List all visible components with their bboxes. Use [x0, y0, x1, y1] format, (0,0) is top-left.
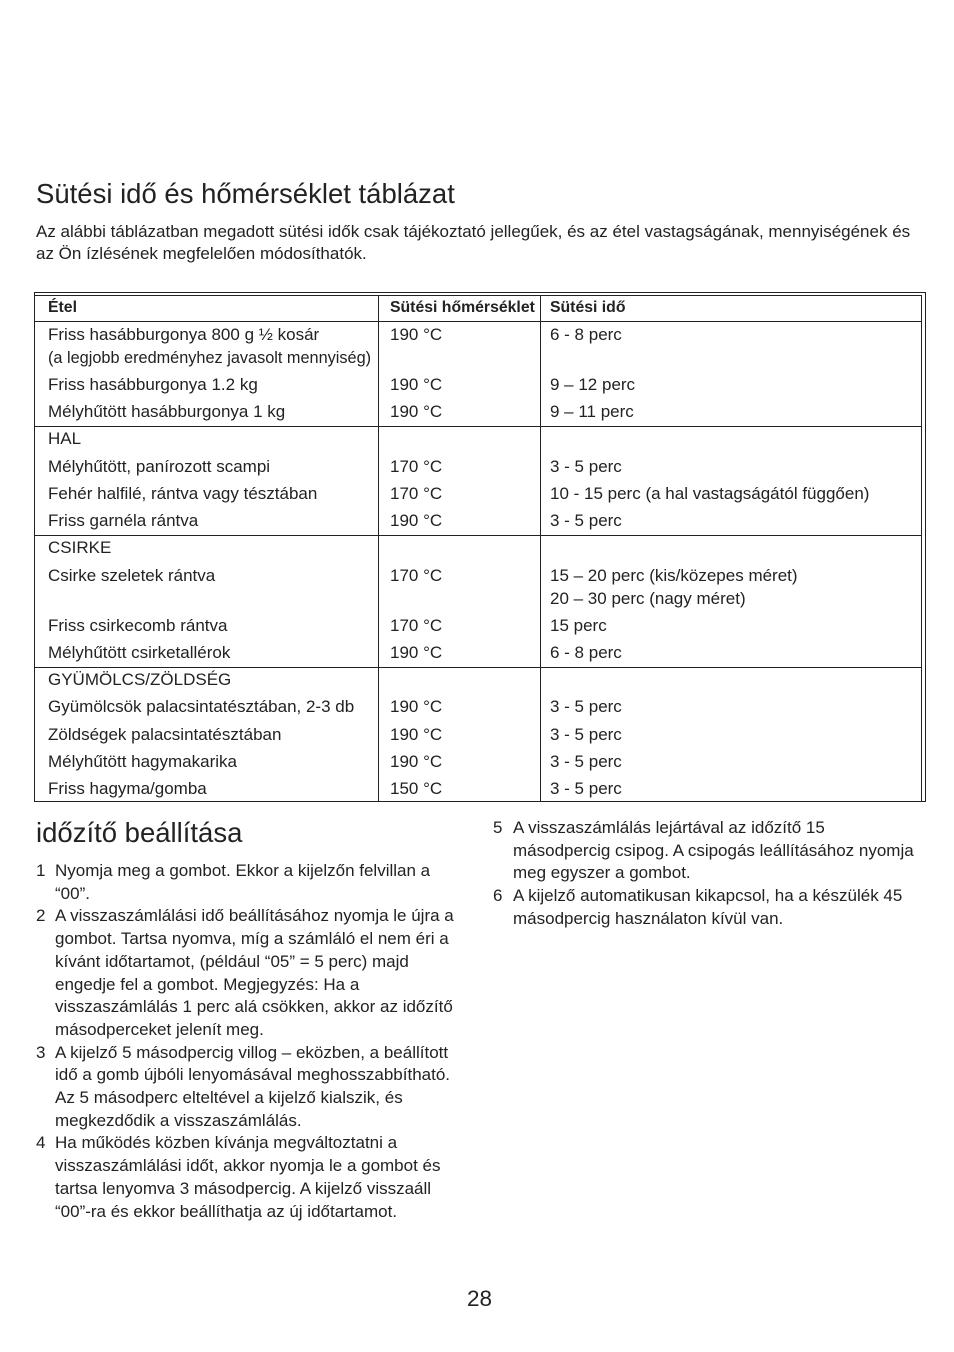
time-cell: 3 - 5 perc	[550, 697, 622, 716]
time-cell: 10 - 15 perc (a hal vastagságától függően)	[550, 484, 870, 503]
table-row	[35, 724, 921, 746]
table-intro-paragraph	[36, 221, 910, 265]
step-line: “00”-ra és ekkor beállíthatja az új időtartamot.	[55, 1201, 398, 1221]
step-line: engedje fel a gombot. Megjegyzés: Ha a	[55, 974, 360, 994]
food-cell: Mélyhűtött hasábburgonya 1 kg	[48, 402, 286, 421]
time-cell: 9 – 11 perc	[550, 402, 634, 421]
timer-section-title: időzítő beállítása	[36, 817, 243, 848]
food-cell: Gyümölcsök palacsintatésztában, 2-3 db	[48, 697, 355, 716]
food-cell: Friss garnéla rántva	[48, 511, 199, 530]
table-row	[35, 401, 921, 423]
step-number: 3	[36, 1042, 46, 1062]
table-row	[35, 778, 921, 800]
temperature-cell: 190 °C	[390, 725, 443, 744]
step-text	[513, 885, 902, 930]
food-cell: Mélyhűtött, panírozott scampi	[48, 457, 271, 476]
table-top-inner-rule	[35, 295, 922, 296]
food-cell	[48, 324, 371, 369]
step-number: 6	[493, 886, 503, 906]
time-cell: 9 – 12 perc	[550, 375, 636, 394]
table-right-inner-rule	[921, 295, 922, 801]
time-cell: 3 - 5 perc	[550, 725, 622, 744]
table-row	[35, 696, 921, 718]
table-row	[35, 565, 921, 608]
step-line: tartsa lenyomva 3 másodpercig. A kijelző visszaáll	[55, 1178, 432, 1198]
step-line: másodperceket jelenít meg.	[55, 1019, 264, 1039]
step-text	[513, 817, 914, 885]
food-cell: Friss csirkecomb rántva	[48, 616, 228, 635]
group-divider	[35, 426, 922, 427]
category-heading: HAL	[48, 429, 82, 448]
temperature-cell: 190 °C	[390, 375, 443, 394]
temperature-cell: 150 °C	[390, 779, 443, 798]
step-number: 5	[493, 818, 503, 837]
temperature-cell: 190 °C	[390, 697, 443, 716]
timer-step	[36, 905, 454, 1041]
step-line: gombot. Tartsa nyomva, míg a számláló el nem éri a	[55, 929, 449, 949]
category-heading: CSIRKE	[48, 538, 112, 557]
column-header-food: Étel	[48, 299, 77, 316]
time-cell: 6 - 8 perc	[550, 643, 622, 662]
time-value: 20 – 30 perc (nagy méret)	[550, 588, 746, 608]
step-text	[55, 905, 454, 1041]
timer-step	[493, 885, 914, 930]
food-cell: Csirke szeletek rántva	[48, 566, 216, 585]
table-row	[35, 456, 921, 478]
step-line: Nyomja meg a gombot. Ekkor a kijelzőn felvillan a	[55, 861, 431, 880]
column-header-temperature: Sütési hőmérséklet	[390, 299, 535, 316]
table-row	[35, 751, 921, 773]
timer-step	[36, 1132, 454, 1223]
table-row	[35, 615, 921, 637]
food-cell: Fehér halfilé, rántva vagy tésztában	[48, 484, 318, 503]
category-heading-row	[35, 537, 921, 559]
table-row	[35, 642, 921, 664]
food-cell: Friss hagyma/gomba	[48, 779, 207, 798]
time-cell: 3 - 5 perc	[550, 457, 622, 476]
timer-step	[36, 860, 454, 905]
group-divider	[35, 535, 922, 536]
category-heading: GYÜMÖLCS/ZÖLDSÉG	[48, 670, 232, 689]
group-divider	[35, 667, 922, 668]
step-line: Ha működés közben kívánja megváltoztatni a	[55, 1133, 398, 1153]
column-header-time: Sütési idő	[550, 299, 626, 316]
timer-step	[493, 817, 914, 885]
food-cell: Zöldségek palacsintatésztában	[48, 725, 282, 744]
temperature-cell: 190 °C	[390, 752, 443, 771]
time-cell: 15 perc	[550, 616, 607, 635]
temperature-cell: 190 °C	[390, 511, 443, 530]
table-header-row	[35, 297, 921, 319]
table-section-title: Sütési idő és hőmérséklet táblázat	[36, 178, 455, 209]
step-line: “00”.	[55, 883, 90, 903]
time-cell: 6 - 8 perc	[550, 325, 622, 344]
step-line: visszaszámlálási időt, akkor nyomja le a gombot és	[55, 1156, 441, 1176]
step-line: idő a gomb újbóli lenyomásával meghosszabbítható.	[55, 1065, 451, 1085]
step-line: A visszaszámlálás lejártával az időzítő 15	[513, 818, 825, 837]
food-cell: Mélyhűtött csirketallérok	[48, 643, 231, 662]
step-number: 1	[36, 861, 46, 880]
header-divider	[35, 321, 922, 322]
temperature-cell: 170 °C	[390, 484, 443, 503]
temperature-cell: 170 °C	[390, 457, 443, 476]
temperature-cell: 190 °C	[390, 325, 443, 344]
food-cell: Mélyhűtött hagymakarika	[48, 752, 237, 771]
category-heading-row	[35, 669, 921, 691]
step-text	[55, 1042, 450, 1133]
intro-line: az Ön ízlésének megfelelően módosíthatók.	[36, 244, 367, 263]
step-line: A visszaszámlálási idő beállításához nyomja le újra a	[55, 906, 454, 926]
page-number: 28	[467, 1286, 493, 1311]
step-line: másodpercig csipog. A csipogás leállításához nyomja	[513, 840, 914, 860]
timer-steps-left-column	[36, 860, 454, 1223]
step-text	[55, 1132, 441, 1223]
cooking-time-table	[34, 292, 926, 802]
temperature-cell: 190 °C	[390, 402, 443, 421]
table-row	[35, 374, 921, 396]
timer-step	[36, 1042, 454, 1133]
food-name: Friss hasábburgonya 800 g ½ kosár	[48, 325, 320, 344]
time-cell: 3 - 5 perc	[550, 511, 622, 530]
step-line: megkezdődik a visszaszámlálás.	[55, 1110, 302, 1130]
step-number: 2	[36, 906, 46, 926]
step-line: másodpercig használaton kívül van.	[513, 908, 784, 928]
step-line: Az 5 másodperc elteltével a kijelző kialszik, és	[55, 1088, 403, 1108]
intro-line: Az alábbi táblázatban megadott sütési idők csak tájékoztató jellegűek, és az étel vastagságának, mennyiségének és	[36, 222, 911, 241]
step-number: 4	[36, 1133, 46, 1153]
time-cell: 3 - 5 perc	[550, 752, 622, 771]
category-heading-row	[35, 428, 921, 450]
temperature-cell: 170 °C	[390, 566, 443, 585]
table-row	[35, 324, 921, 367]
step-line: meg egyszer a gombot.	[513, 863, 691, 883]
food-cell: Friss hasábburgonya 1.2 kg	[48, 375, 258, 394]
step-line: A kijelző 5 másodpercig villog – eközben, a beállított	[55, 1042, 449, 1062]
step-line: kívánt időtartamot, (például “05” = 5 perc) majd	[55, 951, 409, 971]
table-row	[35, 510, 921, 532]
table-row	[35, 483, 921, 505]
step-line: visszaszámlálás 1 perc alá csökken, akkor az időzítő	[55, 997, 453, 1017]
time-value: 15 – 20 perc (kis/közepes méret)	[550, 566, 798, 585]
temperature-cell: 190 °C	[390, 643, 443, 662]
timer-steps-right-column	[493, 817, 914, 931]
temperature-cell: 170 °C	[390, 616, 443, 635]
food-note: (a legjobb eredményhez javasolt mennyiség)	[48, 348, 372, 367]
time-cell: 3 - 5 perc	[550, 779, 622, 798]
step-text	[55, 860, 430, 905]
step-line: A kijelző automatikusan kikapcsol, ha a készülék 45	[513, 886, 903, 906]
time-cell	[550, 565, 798, 610]
